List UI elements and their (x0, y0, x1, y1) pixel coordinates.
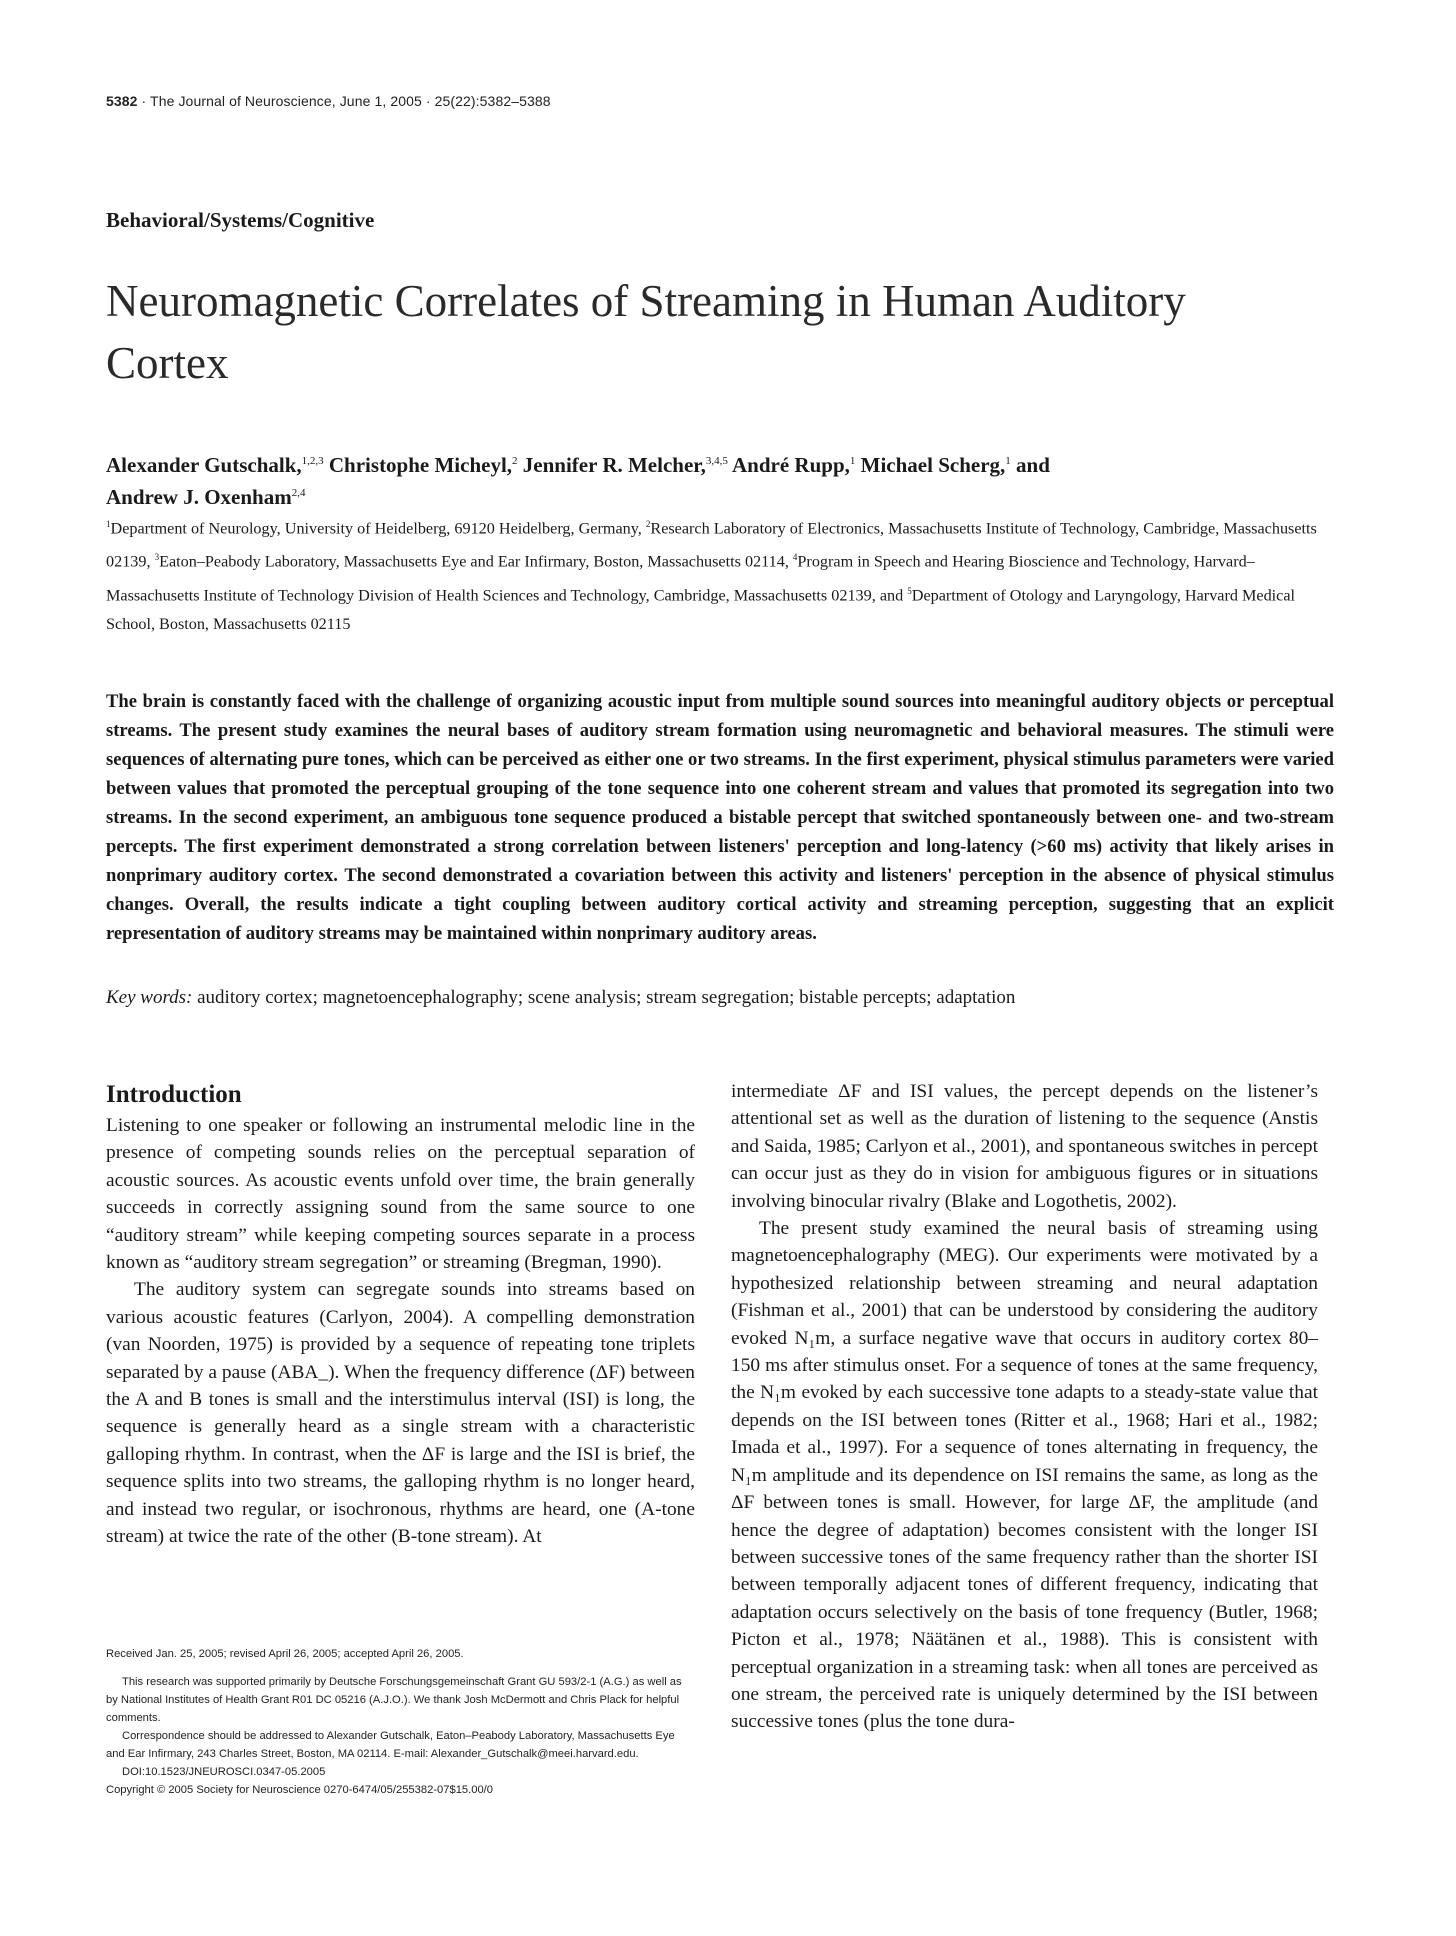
author-affil-sup: 1,2,3 (301, 455, 324, 467)
author-affil-sup: 1 (849, 455, 856, 467)
affil-text: Department of Otology and Laryngology, Harvard Medical School, Boston, Massachusetts 02115 (106, 586, 1296, 634)
footnote-correspondence: Correspondence should be addressed to Alexander Gutschalk, Eaton–Peabody Laboratory, Massachusetts Eye and Ear Infirmary, 243 Charles Street, Boston, MA 02114. E-mail: Alexander_Gutschalk@meei.harvard.edu. (106, 1730, 675, 1760)
keywords-label: Key words: (106, 987, 193, 1008)
author-affil-sup: 2,4 (291, 487, 306, 499)
section-heading-introduction: Introduction (106, 1081, 242, 1108)
author-conjunction: and (1010, 453, 1050, 477)
affil-sup: 4 (792, 552, 798, 563)
author-name: Christophe Micheyl, (323, 453, 513, 477)
affil-text: Department of Neurology, University of Heidelberg, 69120 Heidelberg, Germany, (110, 519, 646, 538)
affil-text: Research Laboratory of Electronics, Massachusetts Institute of Technology, Cambridge, Massachusetts 02139, (106, 519, 1317, 571)
footnote-copyright: Copyright © 2005 Society for Neuroscience 0270-6474/05/255382-07$15.00/0 (106, 1784, 494, 1796)
text-column-right (731, 1078, 1318, 1736)
journal-citation: · The Journal of Neuroscience, June 1, 2005 · 25(22):5382–5388 (141, 93, 551, 109)
author-name: André Rupp, (727, 453, 850, 477)
paragraph: The present study examined the neural basis of streaming using magnetoencephalography (MEG). Our experiments were motivated by a hypothesized relationship between streaming and neural adaptation (Fishman et al., 2001) that can be understood by considering the auditory evoked N₁m, a surface negative wave that occurs in auditory cortex 80–150 ms after stimulus onset. For a sequence of tones at the same frequency, the N₁m evoked by each successive tone adapts to a steady-state value that depends on the ISI between tones (Ritter et al., 1968; Hari et al., 1982; Imada et al., 1997). For a sequence of tones alternating in frequency, the N₁m amplitude and its dependence on ISI remains the same, as long as the ΔF between tones is small. However, for large ΔF, the amplitude (and hence the degree of adaptation) becomes consistent with the longer ISI between successive tones of the same frequency rather than the shorter ISI between temporally adjacent tones of different frequency, indicating that adaptation occurs selectively on the basis of tone frequency (Butler, 1968; Picton et al., 1978; Näätänen et al., 1988). This is consistent with perceptual organization in a streaming task: when all tones are perceived as one stream, the perceived rate is uniquely determined by the ISI between successive tones (plus the tone dura- (731, 1218, 1318, 1733)
footnote-funding: This research was supported primarily by Deutsche Forschungsgemeinschaft Grant GU 593/2-1 (A.G.) as well as by National Institutes of Health Grant R01 DC 05216 (A.J.O.). We thank Josh McDermott and Chris Plack for helpful comments. (106, 1676, 682, 1724)
affil-text: Program in Speech and Hearing Bioscience and Technology, Harvard–Massachusetts Institute of Technology Division of Health Sciences and Technology, Cambridge, Massachusetts 02139, and (106, 552, 1255, 605)
page-number: 5382 (106, 93, 138, 109)
keywords (106, 987, 1334, 1009)
abstract: The brain is constantly faced with the challenge of organizing acoustic input from multiple sound sources into meaningful auditory objects or perceptual streams. The present study examines the neural bases of auditory stream formation using neuromagnetic and behavioral measures. The stimuli were sequences of alternating pure tones, which can be perceived as either one or two streams. In the first experiment, physical stimulus parameters were varied between values that promoted the perceptual grouping of the tone sequence into one coherent stream and values that promoted its segregation into two streams. In the second experiment, an ambiguous tone sequence produced a bistable percept that switched spontaneously between one- and two-stream percepts. The first experiment demonstrated a strong correlation between listeners' perception and long-latency (>60 ms) activity that likely arises in nonprimary auditory cortex. The second demonstrated a covariation between this activity and listeners' perception in the absence of physical stimulus changes. Overall, the results indicate a tight coupling between auditory cortical activity and streaming perception, suggesting that an explicit representation of auditory streams may be maintained within nonprimary auditory areas. (106, 691, 1334, 944)
section-label: Behavioral/Systems/Cognitive (106, 208, 375, 232)
affil-sup: 2 (645, 519, 651, 529)
author-name: Michael Scherg, (855, 453, 1006, 477)
affil-text: Eaton–Peabody Laboratory, Massachusetts Eye and Ear Infirmary, Boston, Massachusetts 02114, (159, 552, 793, 571)
article-title: Neuromagnetic Correlates of Streaming in Human Auditory Cortex (106, 276, 1186, 388)
footnote-received: Received Jan. 25, 2005; revised April 26, 2005; accepted April 26, 2005. (106, 1648, 464, 1660)
affiliations (106, 510, 1336, 639)
author-affil-sup: 3,4,5 (705, 455, 728, 467)
footnote-doi: DOI:10.1523/JNEUROSCI.0347-05.2005 (122, 1766, 326, 1778)
author-name: Jennifer R. Melcher, (517, 453, 706, 477)
keywords-text: auditory cortex; magnetoencephalography; scene analysis; stream segregation; bistable percepts; adaptation (192, 987, 1016, 1008)
paragraph: The auditory system can segregate sounds into streams based on various acoustic features (Carlyon, 2004). A compelling demonstration (van Noorden, 1975) is provided by a sequence of repeating tone triplets separated by a pause (ABA_). When the frequency difference (ΔF) between the A and B tones is small and the interstimulus interval (ISI) is long, the sequence is generally heard as a single stream with a characteristic galloping rhythm. In contrast, when the ΔF is large and the ISI is brief, the sequence splits into two streams, the galloping rhythm is no longer heard, and instead two regular, or isochronous, rhythms are heard, one (A-tone stream) at twice the rate of the other (B-tone stream). At (106, 1279, 695, 1548)
affil-sup: 1 (106, 519, 111, 529)
author-affil-sup: 2 (512, 455, 518, 467)
paragraph: intermediate ΔF and ISI values, the percept depends on the listener’s attentional set as well as the duration of listening to the sequence (Anstis and Saida, 1985; Carlyon et al., 2001), and spontaneous switches in percept can occur just as they do in vision for ambiguous figures or in situations involving binocular rivalry (Blake and Logothetis, 2002). (731, 1081, 1318, 1212)
paragraph: Listening to one speaker or following an instrumental melodic line in the presence of competing sounds relies on the perceptual separation of acoustic sources. As acoustic events unfold over time, the brain generally succeeds in correctly assigning sound from the same source to one “auditory stream” while keeping competing sources separate in a process known as “auditory stream segregation” or streaming (Bregman, 1990). (106, 1115, 695, 1274)
running-header (106, 93, 551, 109)
text-column-left (106, 1112, 695, 1551)
author-name: Andrew J. Oxenham (106, 485, 292, 509)
author-name: Alexander Gutschalk, (106, 453, 302, 477)
affil-sup: 3 (154, 552, 160, 563)
author-list (106, 447, 1336, 511)
article-footnotes (106, 1645, 696, 1799)
affil-sup: 5 (907, 585, 912, 596)
author-affil-sup: 1 (1005, 455, 1011, 467)
